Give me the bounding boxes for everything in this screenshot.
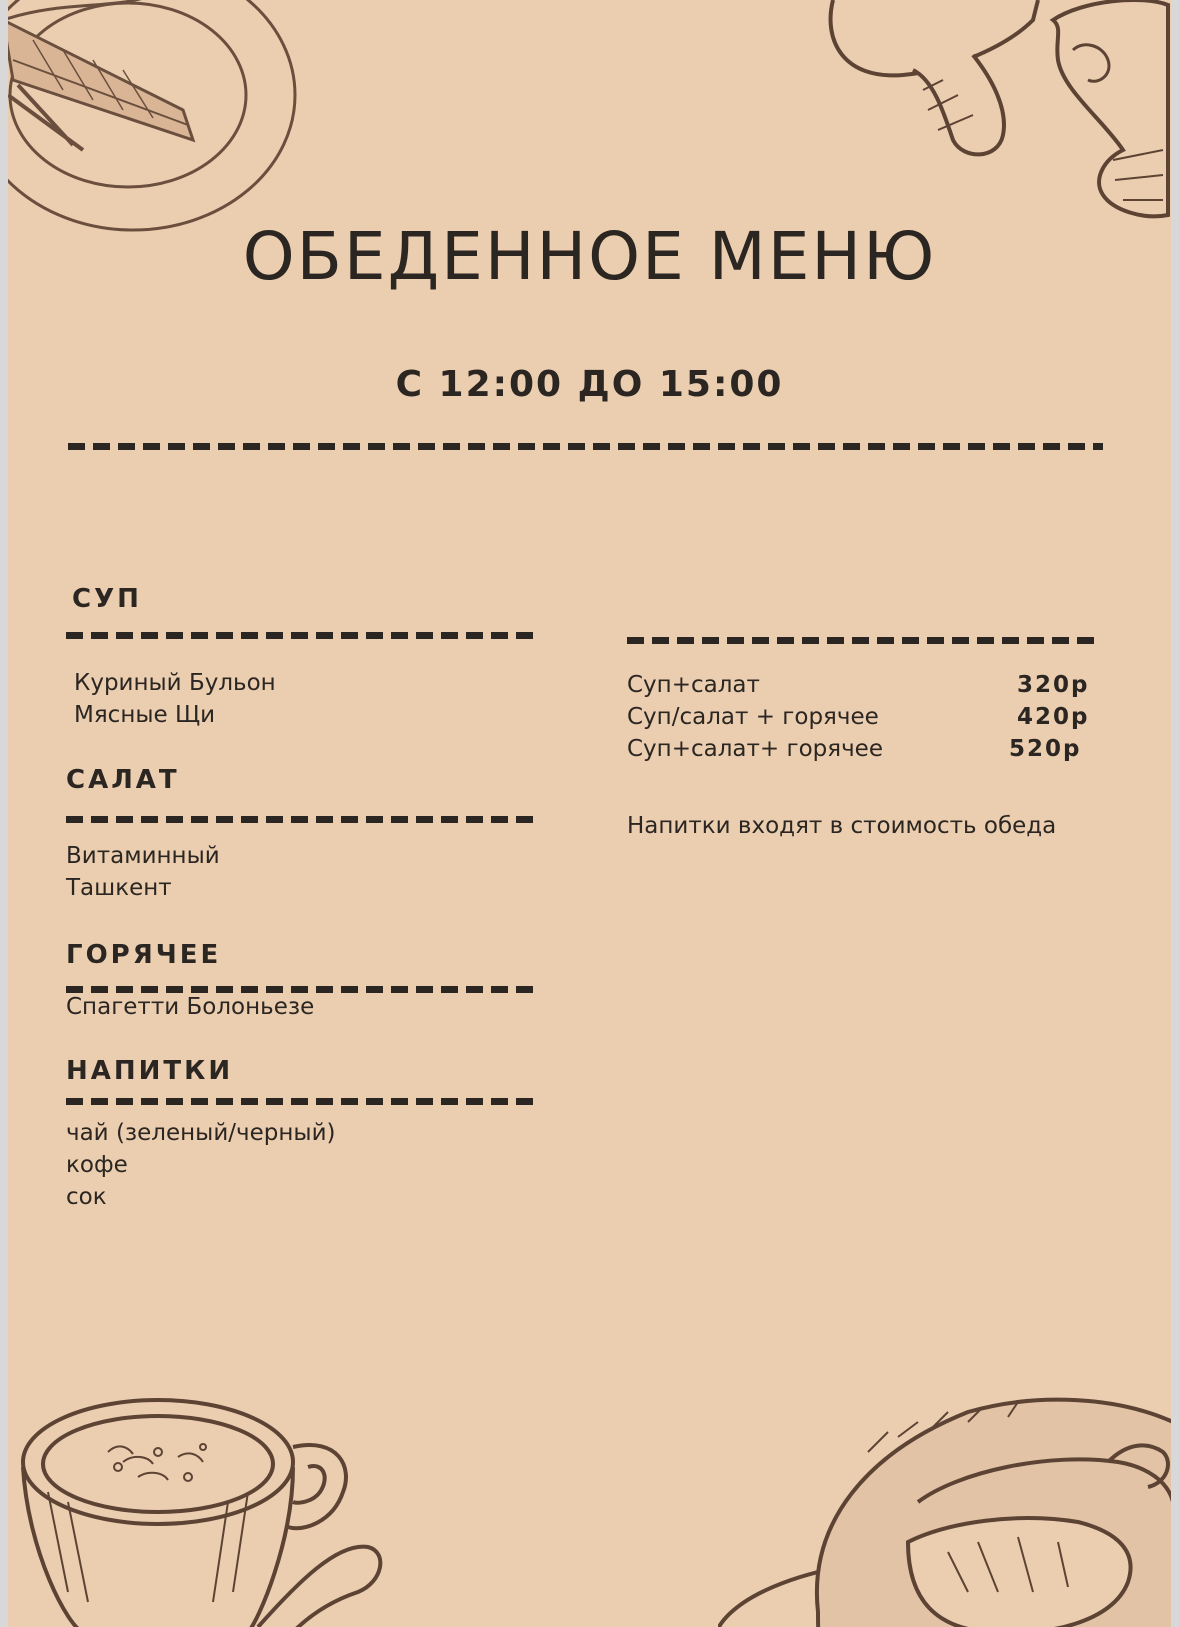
salad-items [66, 840, 220, 904]
combo-price-list [627, 669, 1090, 765]
combo-row [627, 669, 1090, 701]
soup-bowl-icon [8, 1392, 408, 1627]
combo-price: 520р [1009, 736, 1082, 762]
cake-slice-icon [8, 0, 303, 240]
section-title-drinks: НАПИТКИ [66, 1056, 234, 1086]
hot-items [66, 991, 314, 1023]
page-title: ОБЕДЕННОЕ МЕНЮ [242, 218, 937, 295]
section-title-soup: СУП [72, 584, 142, 614]
drinks-items [66, 1117, 336, 1213]
combo-name: Суп/салат + горячее [627, 704, 879, 730]
section-divider-soup [66, 632, 534, 639]
section-title-salad: САЛАТ [66, 765, 180, 795]
list-item: Спагетти Болоньезе [66, 994, 315, 1020]
drinks-included-note: Напитки входят в стоимость обеда [627, 813, 1057, 839]
list-item: кофе [66, 1152, 128, 1178]
list-item: Витаминный [66, 843, 220, 869]
list-item: Ташкент [66, 875, 172, 901]
soup-items [74, 667, 276, 731]
mushroom-icon [823, 0, 1171, 230]
combo-row [627, 733, 1087, 765]
combo-price: 420р [1017, 704, 1090, 730]
lunch-hours: С 12:00 ДО 15:00 [395, 364, 784, 405]
menu-page [8, 0, 1171, 1627]
combo-price: 320р [1017, 672, 1090, 698]
combo-divider [627, 637, 1095, 644]
combo-name: Суп+салат [627, 672, 760, 698]
combo-name: Суп+салат+ горячее [627, 736, 883, 762]
list-item: чай (зеленый/черный) [66, 1120, 336, 1146]
list-item: Куриный Бульон [74, 670, 276, 696]
combo-row [627, 701, 1090, 733]
list-item: сок [66, 1184, 107, 1210]
section-divider-drinks [66, 1098, 534, 1105]
section-divider-salad [66, 816, 534, 823]
list-item: Мясные Щи [74, 702, 216, 728]
header-divider [68, 443, 1103, 450]
section-title-hot: ГОРЯЧЕЕ [66, 940, 222, 970]
roast-chicken-icon [718, 1392, 1171, 1627]
